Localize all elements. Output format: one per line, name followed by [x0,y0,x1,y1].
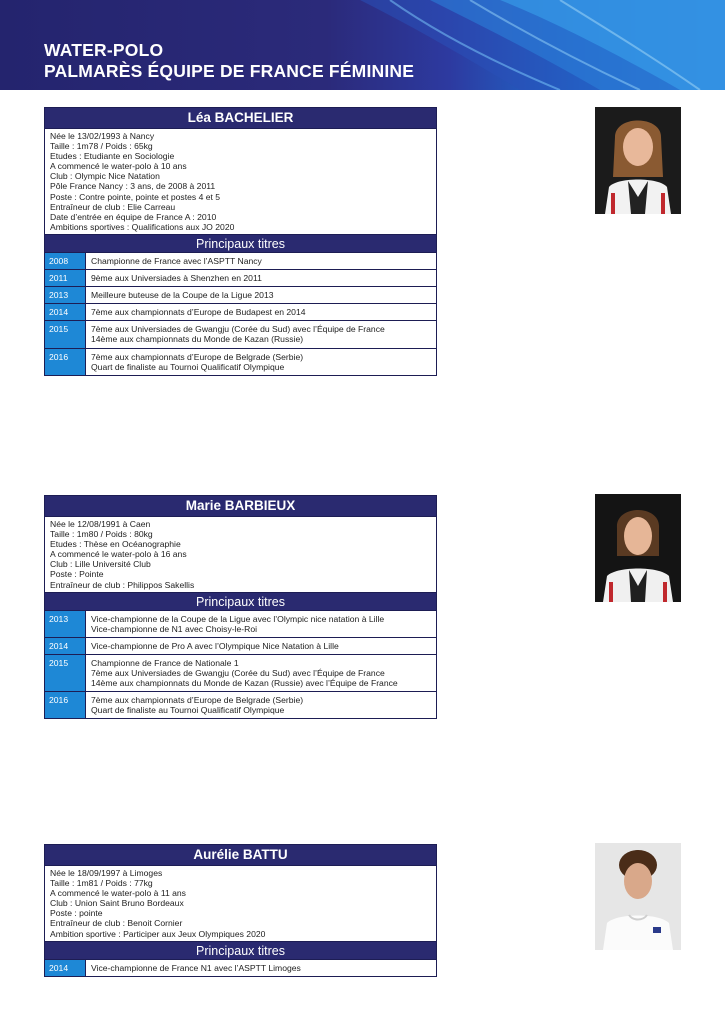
title-row [45,637,436,654]
player-name: Marie BARBIEUX [45,496,436,516]
title-row [45,691,436,718]
bio-line: Club : Union Saint Bruno Bordeaux [50,898,184,909]
bio-line: Date d’entrée en équipe de France A : 2010 [50,211,217,222]
bio-line: Poste : Pointe [50,569,104,580]
title-description [86,611,436,637]
player-photo [595,494,681,602]
page-title-line-2: PALMARÈS ÉQUIPE DE FRANCE FÉMININE [44,61,415,81]
title-description [86,960,436,976]
title-line: 9ème aux Universiades à Shenzhen en 2011 [91,273,262,284]
title-year: 2011 [45,270,86,286]
player-photo [595,843,681,950]
title-line: Vice-championne de N1 avec Choisy-le-Roi [91,623,258,634]
player-name: Aurélie BATTU [45,845,436,865]
title-year: 2015 [45,321,86,347]
titles-heading: Principaux titres [45,234,436,252]
title-description [86,655,436,691]
bio-line: Née le 18/09/1997 à Limoges [50,868,163,878]
title-line: 7ème aux Universiades de Gwangju (Corée du Sud) avec l’Équipe de France [91,668,385,679]
title-row [45,959,436,976]
title-line: Vice-championne de France N1 avec l’ASPTT Limoges [91,962,301,973]
title-year: 2008 [45,253,86,269]
title-year: 2013 [45,287,86,303]
title-line: Vice-championne de la Coupe de la Ligue avec l’Olympic nice natation à Lille [91,613,385,624]
title-description [86,321,436,347]
title-line: Championne de France de Nationale 1 [91,657,239,668]
title-row [45,320,436,347]
title-row [45,610,436,637]
title-description [86,270,436,286]
title-line: 7ème aux championnats d’Europe de Belgrade (Serbie) [91,351,304,362]
title-row [45,269,436,286]
title-description [86,287,436,303]
bio-line: Taille : 1m80 / Poids : 80kg [50,529,153,540]
bio-line: Entraîneur de club : Philippos Sakellis [50,579,195,590]
bio-line: Ambitions sportives : Qualifications aux JO 2020 [50,221,235,232]
title-row [45,654,436,691]
bio-line: Club : Lille Université Club [50,559,151,570]
title-line: Championne de France avec l’ASPTT Nancy [91,255,262,266]
titles-heading: Principaux titres [45,941,436,959]
title-line: 7ème aux championnats d’Europe de Belgrade (Serbie) [91,695,304,706]
title-year: 2015 [45,655,86,691]
bio-line: Pôle France Nancy : 3 ans, de 2008 à 2011 [50,181,216,192]
title-line: 14ème aux championnats du Monde de Kazan (Russie) avec l’Équipe de France [91,678,398,689]
titles-heading: Principaux titres [45,592,436,610]
portrait-image [595,494,681,602]
bio-line: Etudes : Thèse en Océanographie [50,539,181,550]
title-line: Quart de finaliste au Tournoi Qualificatif Olympique [91,705,285,716]
title-description [86,304,436,320]
title-year: 2013 [45,611,86,637]
player-bio [45,865,436,941]
bio-line: Taille : 1m81 / Poids : 77kg [50,878,153,889]
bio-line: A commencé le water-polo à 16 ans [50,549,187,560]
player-card-barbieux [44,495,437,719]
bio-line: Club : Olympic Nice Natation [50,171,160,182]
page-title-line-1: WATER-POLO [44,40,164,60]
title-line: 14ème aux championnats du Monde de Kazan (Russie) [91,334,304,345]
title-description [86,692,436,718]
title-year: 2016 [45,349,86,375]
title-row [45,286,436,303]
portrait-image [595,107,681,214]
bio-line: Taille : 1m78 / Poids : 65kg [50,141,153,152]
title-description [86,253,436,269]
portrait-image [595,843,681,950]
bio-line: Entraîneur de club : Elie Carreau [50,201,176,212]
title-year: 2014 [45,304,86,320]
title-year: 2014 [45,638,86,654]
bio-line: Poste : pointe [50,908,103,919]
bio-line: Née le 12/08/1991 à Caen [50,519,151,529]
player-name: Léa BACHELIER [45,108,436,128]
title-line: 7ème aux championnats d’Europe de Budapest en 2014 [91,307,306,318]
title-description [86,638,436,654]
player-bio [45,128,436,234]
bio-line: A commencé le water-polo à 11 ans [50,888,186,899]
title-year: 2014 [45,960,86,976]
bio-line: A commencé le water-polo à 10 ans [50,161,187,172]
bio-line: Poste : Contre pointe, pointe et postes 4 et 5 [50,191,221,202]
bio-line: Entraîneur de club : Benoit Cornier [50,918,183,929]
page-title [44,40,414,82]
title-year: 2016 [45,692,86,718]
title-line: Vice-championne de Pro A avec l’Olympique Nice Natation à Lille [91,640,339,651]
title-row [45,303,436,320]
player-bio [45,516,436,592]
title-row [45,252,436,269]
title-row [45,348,436,375]
title-line: 7ème aux Universiades de Gwangju (Corée du Sud) avec l’Équipe de France [91,324,385,335]
header-banner [0,0,725,90]
title-description [86,349,436,375]
bio-line: Ambition sportive : Participer aux Jeux Olympiques 2020 [50,928,266,939]
player-card-battu [44,844,437,977]
player-card-bachelier [44,107,437,376]
title-line: Quart de finaliste au Tournoi Qualificatif Olympique [91,361,285,372]
bio-line: Née le 13/02/1993 à Nancy [50,131,155,141]
title-line: Meilleure buteuse de la Coupe de la Ligue 2013 [91,290,274,301]
bio-line: Etudes : Etudiante en Sociologie [50,151,175,162]
player-photo [595,107,681,214]
